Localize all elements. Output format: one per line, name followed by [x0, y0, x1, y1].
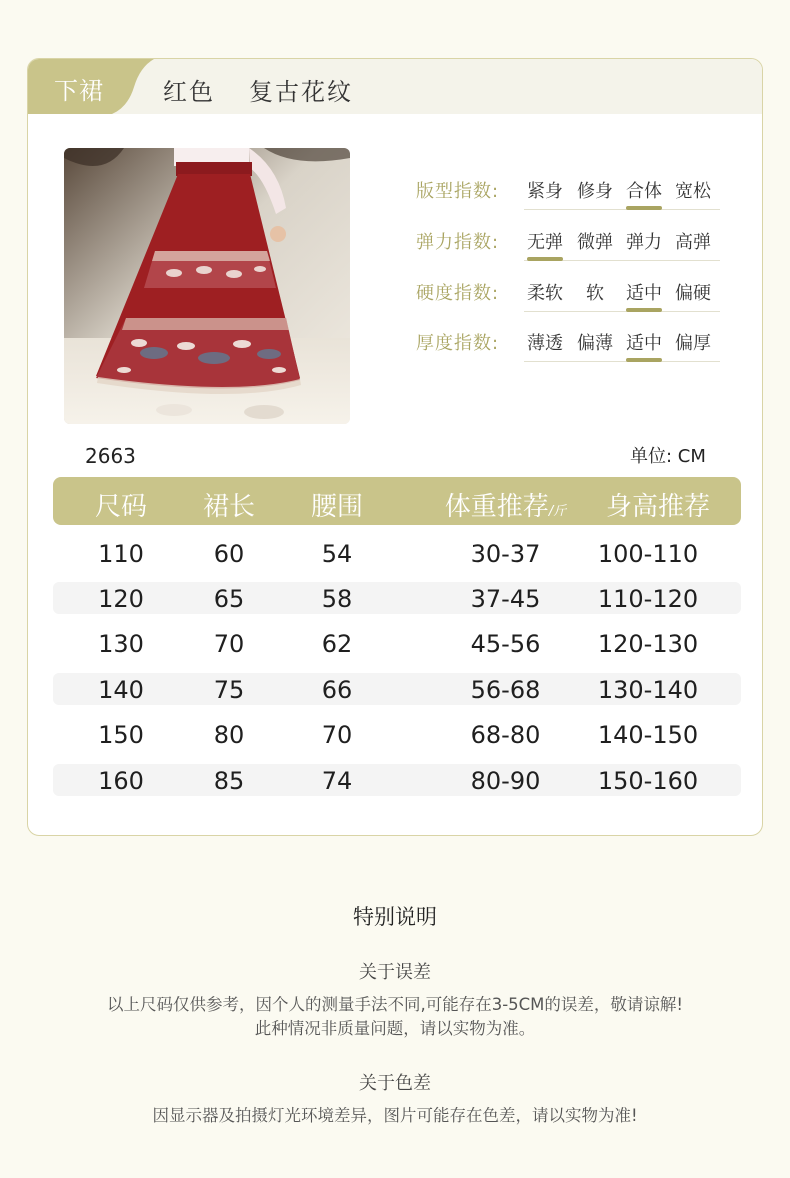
cell-waist: 70 — [321, 721, 353, 749]
cell-height: 110-120 — [597, 585, 699, 613]
cell-size: 140 — [98, 676, 144, 704]
stretch-option-none: 无弹 — [527, 232, 563, 253]
cell-weight: 56-68 — [470, 676, 541, 704]
hardness-index-line — [524, 311, 720, 312]
cell-waist: 66 — [321, 676, 353, 704]
cell-size: 150 — [98, 721, 144, 749]
table-row — [53, 582, 741, 614]
hardness-option-softish: 软 — [586, 283, 604, 304]
fit-option-tight: 紧身 — [527, 181, 563, 202]
thickness-index-marker — [626, 358, 662, 362]
cell-length: 60 — [213, 540, 245, 568]
size-card — [27, 58, 763, 836]
table-row — [53, 718, 741, 750]
cell-height: 130-140 — [597, 676, 699, 704]
hardness-index-marker — [626, 308, 662, 312]
stretch-option-high: 高弹 — [675, 232, 711, 253]
table-row — [53, 537, 741, 569]
col-size: 尺码 — [94, 492, 147, 522]
col-weight — [418, 486, 593, 523]
header-tag: 下裙 — [54, 77, 104, 105]
col-weight-label: 体重推荐 — [444, 492, 549, 522]
table-row — [53, 673, 741, 705]
cell-length: 75 — [213, 676, 245, 704]
color-heading: 关于色差 — [359, 1073, 431, 1094]
error-line-2: 此种情况非质量问题，请以实物为准。 — [254, 1019, 536, 1038]
thickness-option-medium: 适中 — [626, 333, 662, 354]
thickness-option-thick: 偏厚 — [675, 333, 711, 354]
stretch-index-marker — [527, 257, 563, 261]
cell-length: 70 — [213, 630, 245, 658]
cell-size: 130 — [98, 630, 144, 658]
cell-length: 85 — [213, 767, 245, 795]
cell-height: 100-110 — [597, 540, 699, 568]
cell-size: 120 — [98, 585, 144, 613]
thickness-index-label: 厚度指数: — [416, 333, 500, 354]
fit-index-line — [524, 209, 720, 210]
thickness-option-sheer: 薄透 — [527, 333, 563, 354]
cell-waist: 58 — [321, 585, 353, 613]
hardness-index — [416, 279, 726, 319]
col-length: 裙长 — [202, 492, 255, 522]
stretch-option-slight: 微弹 — [577, 232, 613, 253]
hardness-index-label: 硬度指数: — [416, 283, 500, 304]
error-line-1: 以上尺码仅供参考，因个人的测量手法不同,可能存在3-5CM的误差，敬请谅解! — [106, 995, 684, 1014]
col-height: 身高推荐 — [605, 492, 710, 522]
error-heading: 关于误差 — [359, 962, 431, 983]
cell-weight: 30-37 — [470, 540, 541, 568]
stretch-option-stretch: 弹力 — [626, 232, 662, 253]
cell-waist: 54 — [321, 540, 353, 568]
stretch-index — [416, 228, 726, 268]
table-row — [53, 764, 741, 796]
card-header — [28, 59, 762, 114]
cell-size: 160 — [98, 767, 144, 795]
cell-height: 140-150 — [597, 721, 699, 749]
thickness-index — [416, 329, 726, 369]
cell-height: 120-130 — [597, 630, 699, 658]
hardness-option-hard: 偏硬 — [675, 283, 711, 304]
cell-waist: 62 — [321, 630, 353, 658]
fit-option-slim: 修身 — [577, 181, 613, 202]
header-pattern: 复古花纹 — [249, 78, 353, 106]
color-line-1: 因显示器及拍摄灯光环境差异，图片可能存在色差，请以实物为准! — [152, 1106, 638, 1125]
cell-waist: 74 — [321, 767, 353, 795]
thickness-option-thin: 偏薄 — [577, 333, 613, 354]
cell-weight: 45-56 — [470, 630, 541, 658]
cell-weight: 80-90 — [470, 767, 541, 795]
fit-option-regular: 合体 — [626, 181, 662, 202]
fit-index-marker — [626, 206, 662, 210]
size-table-header — [53, 477, 741, 525]
col-waist: 腰围 — [310, 492, 363, 522]
cell-height: 150-160 — [597, 767, 699, 795]
hardness-option-soft: 柔软 — [527, 283, 563, 304]
thickness-index-line — [524, 361, 720, 362]
fit-index-label: 版型指数: — [416, 181, 500, 202]
notes-title: 特别说明 — [353, 905, 437, 929]
cell-weight: 37-45 — [470, 585, 541, 613]
header-color: 红色 — [163, 78, 215, 106]
cell-weight: 68-80 — [470, 721, 541, 749]
product-code: 2663 — [85, 444, 136, 468]
cell-size: 110 — [98, 540, 144, 568]
table-row — [53, 627, 741, 659]
fit-index — [416, 177, 726, 217]
cell-length: 80 — [213, 721, 245, 749]
hardness-option-medium: 适中 — [626, 283, 662, 304]
unit-label: 单位: CM — [630, 446, 706, 467]
cell-length: 65 — [213, 585, 245, 613]
product-photo — [64, 148, 350, 424]
stretch-index-label: 弹力指数: — [416, 232, 500, 253]
fit-option-loose: 宽松 — [675, 181, 711, 202]
col-weight-unit: /斤 — [548, 504, 567, 519]
